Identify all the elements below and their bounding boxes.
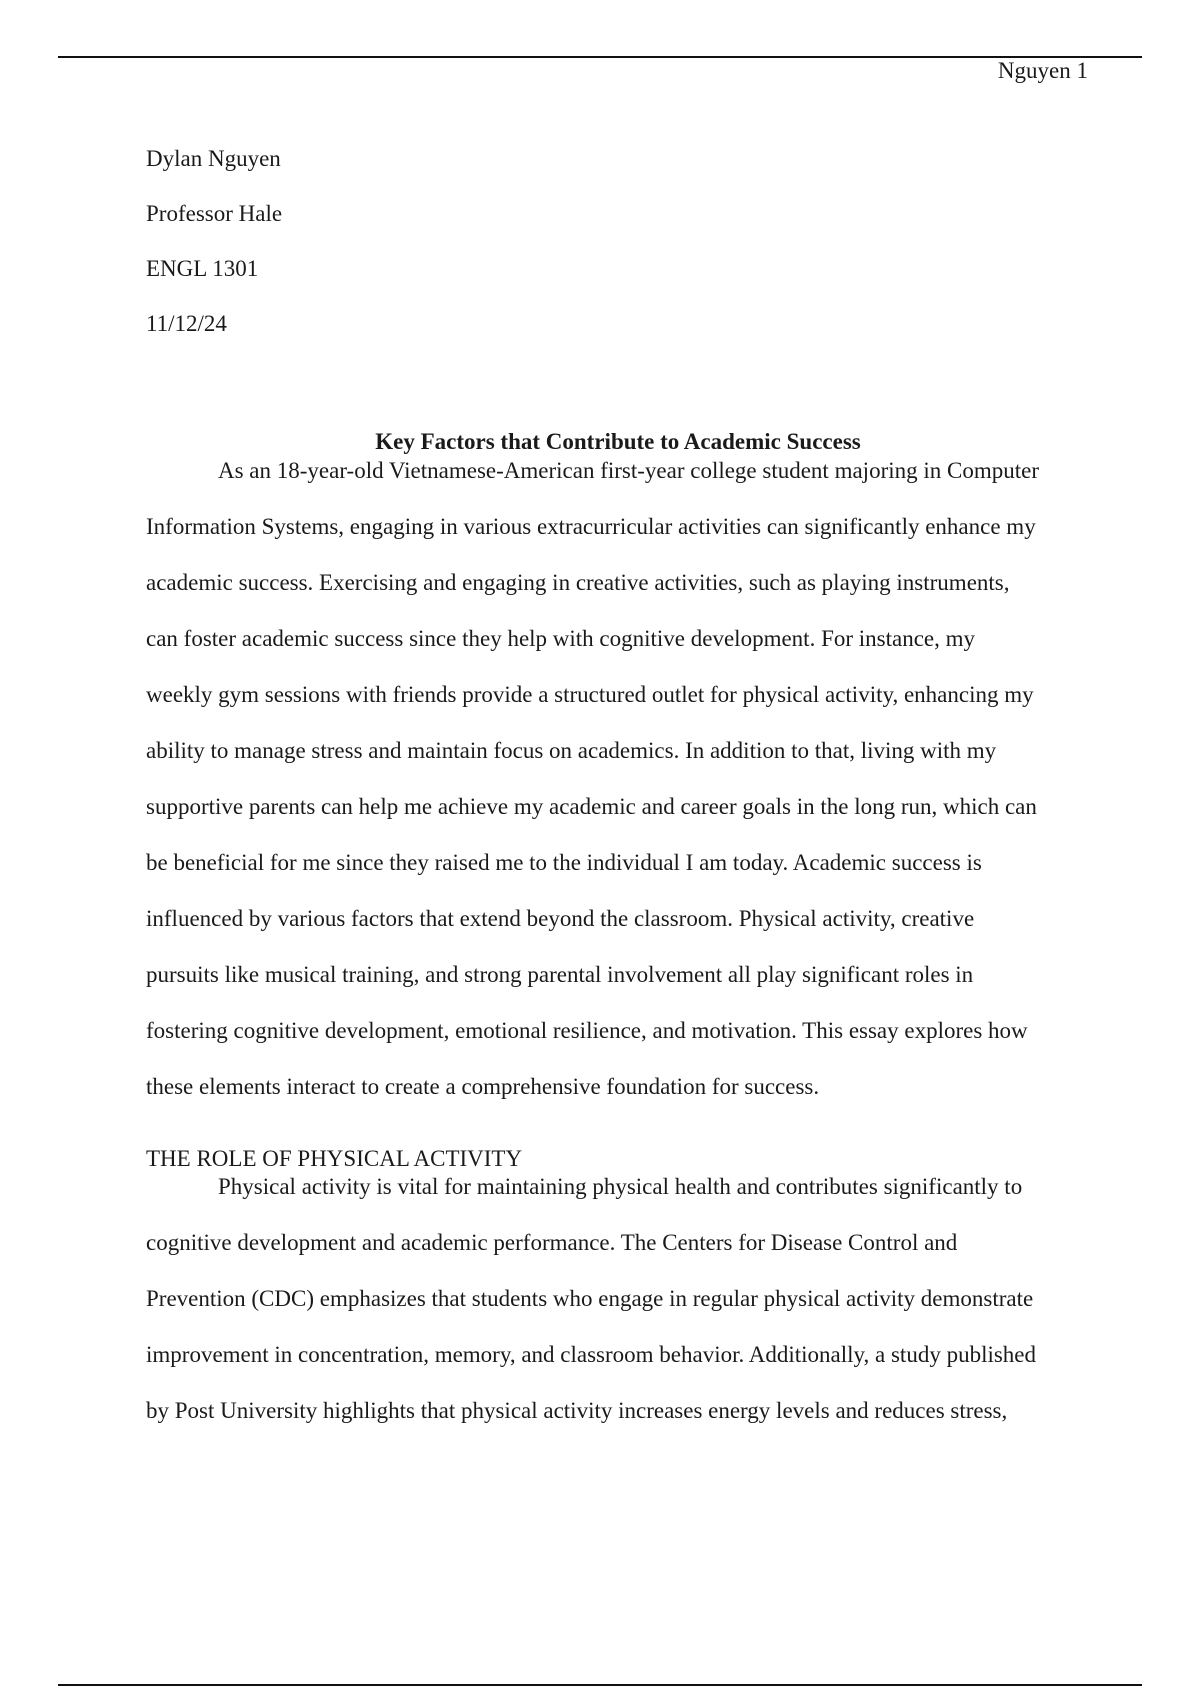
essay-title: Key Factors that Contribute to Academic Success (375, 429, 861, 454)
date: 11/12/24 (146, 311, 227, 336)
paragraph-line: ability to manage stress and maintain focus on academics. In addition to that, living with my (146, 738, 997, 763)
paragraph-line: cognitive development and academic performance. The Centers for Disease Control and (146, 1230, 958, 1255)
student-name: Dylan Nguyen (146, 146, 281, 171)
physical-activity-paragraph (146, 1172, 1090, 1452)
paragraph-line: influenced by various factors that extend beyond the classroom. Physical activity, creative (146, 906, 975, 931)
paragraph-line: As an 18-year-old Vietnamese-American first-year college student majoring in Computer (218, 458, 1039, 483)
mla-heading-block (146, 144, 282, 364)
paragraph-line: Prevention (CDC) emphasizes that students who engage in regular physical activity demonstrate (146, 1286, 1034, 1311)
paragraph-line: fostering cognitive development, emotional resilience, and motivation. This essay explores how (146, 1018, 1028, 1043)
course-name: ENGL 1301 (146, 256, 259, 281)
paragraph-line: these elements interact to create a comprehensive foundation for success. (146, 1074, 820, 1099)
intro-paragraph (146, 456, 1090, 1128)
paragraph-line: improvement in concentration, memory, and classroom behavior. Additionally, a study published (146, 1342, 1037, 1367)
paragraph-line: can foster academic success since they help with cognitive development. For instance, my (146, 626, 976, 651)
paragraph-line: Information Systems, engaging in various extracurricular activities can significantly enhance my (146, 514, 1036, 539)
section-heading: THE ROLE OF PHYSICAL ACTIVITY (146, 1146, 523, 1171)
header-rule (58, 56, 1142, 58)
professor-name: Professor Hale (146, 201, 283, 226)
paragraph-line: academic success. Exercising and engaging in creative activities, such as playing instruments, (146, 570, 1010, 595)
running-head: Nguyen 1 (997, 58, 1088, 83)
paragraph-line: pursuits like musical training, and strong parental involvement all play significant roles in (146, 962, 974, 987)
paragraph-line: by Post University highlights that physical activity increases energy levels and reduces stress, (146, 1398, 1008, 1423)
paragraph-line: Physical activity is vital for maintaining physical health and contributes significantly to (218, 1174, 1023, 1199)
paragraph-line: weekly gym sessions with friends provide a structured outlet for physical activity, enhancing my (146, 682, 1034, 707)
footer-rule (58, 1684, 1142, 1686)
paragraph-line: supportive parents can help me achieve my academic and career goals in the long run, which can (146, 794, 1037, 819)
paragraph-line: be beneficial for me since they raised me to the individual I am today. Academic success is (146, 850, 982, 875)
